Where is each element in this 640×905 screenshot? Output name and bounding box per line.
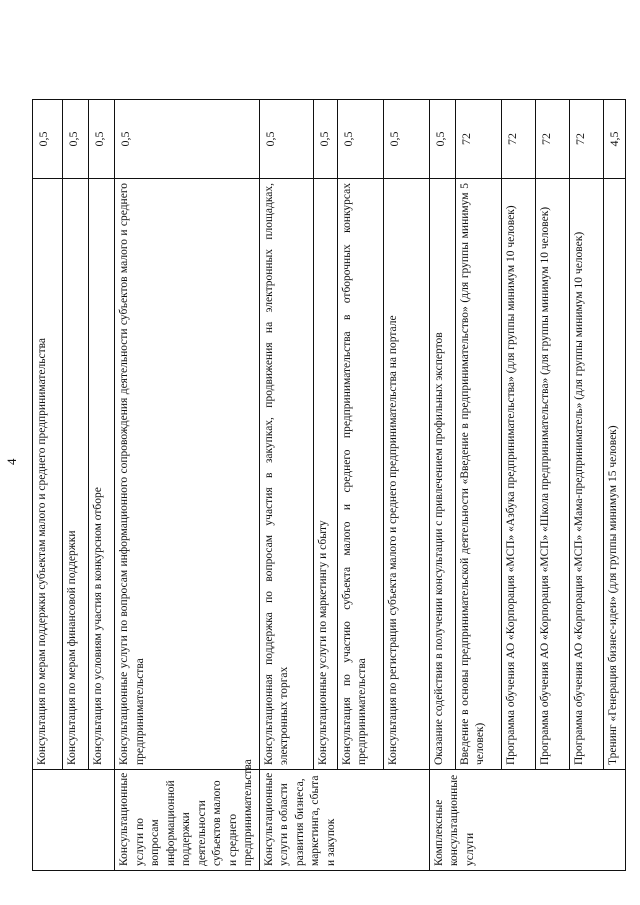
category-cell: Комплексные консультационные услуги	[429, 770, 625, 871]
service-cell: Консультация по регистрации субъекта малого и среднего предпринимательства на портале	[383, 179, 429, 770]
service-cell: Консультация по мерам поддержки субъектам малого и среднего предпринимательства	[33, 179, 63, 770]
table-row	[313, 100, 337, 871]
services-table	[32, 99, 626, 871]
table-row	[337, 100, 383, 871]
service-cell: Консультационная поддержка по вопросам участия в закупках, продвижения на электронных площадках, электронных торгах	[259, 179, 313, 770]
hours-cell: 0,5	[429, 100, 455, 179]
hours-cell: 0,5	[63, 100, 89, 179]
service-cell: Консультация по мерам финансовой поддержки	[63, 179, 89, 770]
category-cell: Консультационные услуги в области развития бизнеса, маркетинга, сбыта и закупок	[259, 770, 429, 871]
service-cell: Консультация по участию субъекта малого и среднего предпринимательства в отборочных конкурсах предпринимательства	[337, 179, 383, 770]
table-row	[33, 100, 63, 871]
table-row	[603, 100, 625, 871]
hours-cell: 72	[535, 100, 569, 179]
service-cell: Консультация по условиям участия в конкурсном отборе	[89, 179, 115, 770]
table-row	[455, 100, 501, 871]
page-number: 4	[4, 458, 19, 465]
table-row	[535, 100, 569, 871]
service-cell: Введение в основы предпринимательской деятельности «Введение в предпринимательство» (для группы минимум 5 человек)	[455, 179, 501, 770]
table-row	[569, 100, 603, 871]
hours-cell: 4,5	[603, 100, 625, 179]
category-cell	[33, 770, 115, 871]
hours-cell: 0,5	[115, 100, 260, 179]
table-row	[501, 100, 535, 871]
service-cell: Консультационные услуги по маркетингу и сбыту	[313, 179, 337, 770]
service-cell: Консультационные услуги по вопросам информационного сопровождения деятельности субъектов малого и среднего предпринимательства	[115, 179, 260, 770]
hours-cell: 72	[569, 100, 603, 179]
hours-cell: 0,5	[33, 100, 63, 179]
table-row	[89, 100, 115, 871]
table-row	[429, 100, 455, 871]
hours-cell: 72	[455, 100, 501, 179]
hours-cell: 0,5	[383, 100, 429, 179]
service-cell: Тренинг «Генерация бизнес-идеи» (для группы минимум 15 человек)	[603, 179, 625, 770]
hours-cell: 0,5	[313, 100, 337, 179]
service-cell: Оказание содействия в получении консультации с привлечением профильных экспертов	[429, 179, 455, 770]
hours-cell: 0,5	[337, 100, 383, 179]
hours-cell: 0,5	[89, 100, 115, 179]
table-row	[259, 100, 313, 871]
service-cell: Программа обучения АО «Корпорация «МСП» «Азбука предпринимательства» (для группы минимум 10 человек)	[501, 179, 535, 770]
service-cell: Программа обучения АО «Корпорация «МСП» «Школа предпринимательства» (для группы минимум 10 человек)	[535, 179, 569, 770]
table-row	[63, 100, 89, 871]
hours-cell: 0,5	[259, 100, 313, 179]
table-row	[383, 100, 429, 871]
hours-cell: 72	[501, 100, 535, 179]
table-row	[115, 100, 260, 871]
category-cell: Консультационные услуги по вопросам информационной поддержки деятельности субъектов малого и среднего предпринимательства	[115, 770, 260, 871]
service-cell: Программа обучения АО «Корпорация «МСП» «Мама-предприниматель» (для группы минимум 10 человек)	[569, 179, 603, 770]
